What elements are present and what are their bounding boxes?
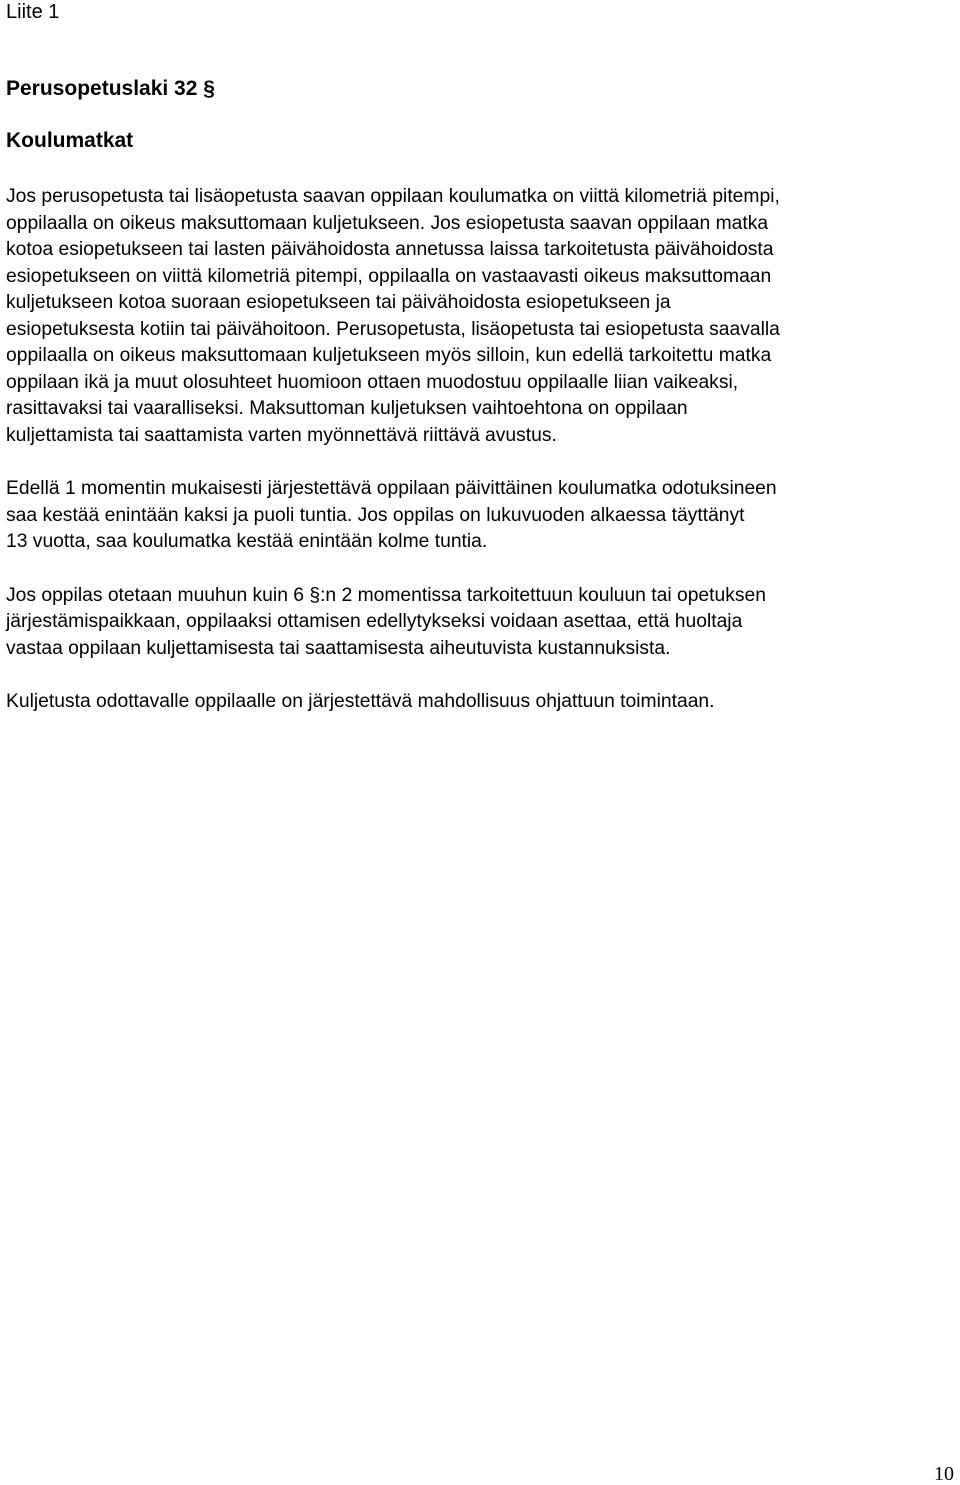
appendix-label: Liite 1 xyxy=(6,1,60,23)
paragraph-2: Edellä 1 momentin mukaisesti järjestettävä oppilaan päivittäinen koulumatka odotuksineen saa kestää enintään kaksi ja puoli tuntia. Jos oppilas on lukuvuoden alkaessa täyttänyt 13 vuotta, saa koulumatka kestää enintään kolme tuntia. xyxy=(6,478,777,552)
paragraph-4: Kuljetusta odottavalle oppilaalle on järjestettävä mahdollisuus ohjattuun toimintaan. xyxy=(6,691,715,712)
section-title: Koulumatkat xyxy=(6,129,134,152)
paragraph-1: Jos perusopetusta tai lisäopetusta saavan oppilaan koulumatka on viittä kilometriä pitempi, oppilaalla on oikeus maksuttomaan kuljetukseen. Jos esiopetusta saavan oppilaan matka kotoa esiopetukseen tai lasten päivähoidosta annetussa laissa tarkoitetusta päivähoidosta esiopetukseen on viittä kilometriä pitempi, oppilaalla on vastaavasti oikeus maksuttomaan kuljetukseen kotoa suoraan esiopetukseen tai päivähoidosta esiopetukseen ja esiopetuksesta kotiin tai päivähoitoon. Perusopetusta, lisäopetusta tai esiopetusta saavalla oppilaalla on oikeus maksuttomaan kuljetukseen myös silloin, kun edellä tarkoitettu matka oppilaan ikä ja muut olosuhteet huomioon ottaen muodostuu oppilaalle liian vaikeaksi, rasittavaksi tai vaaralliseksi. Maksuttoman kuljetuksen vaihtoehtona on oppilaan kuljettamista tai saattamista varten myönnettävä riittävä avustus. xyxy=(6,186,780,446)
document-page xyxy=(6,0,954,1485)
document-body xyxy=(6,184,946,743)
law-title: Perusopetuslaki 32 § xyxy=(6,77,215,100)
paragraph-3: Jos oppilas otetaan muuhun kuin 6 §:n 2 momentissa tarkoitettuun kouluun tai opetuksen järjestämispaikkaan, oppilaaksi ottamisen edellytykseksi voidaan asettaa, että huoltaja vastaa oppilaan kuljettamisesta tai saattamisesta aiheutuvista kustannuksista. xyxy=(6,584,766,659)
page-number: 10 xyxy=(934,1463,954,1485)
